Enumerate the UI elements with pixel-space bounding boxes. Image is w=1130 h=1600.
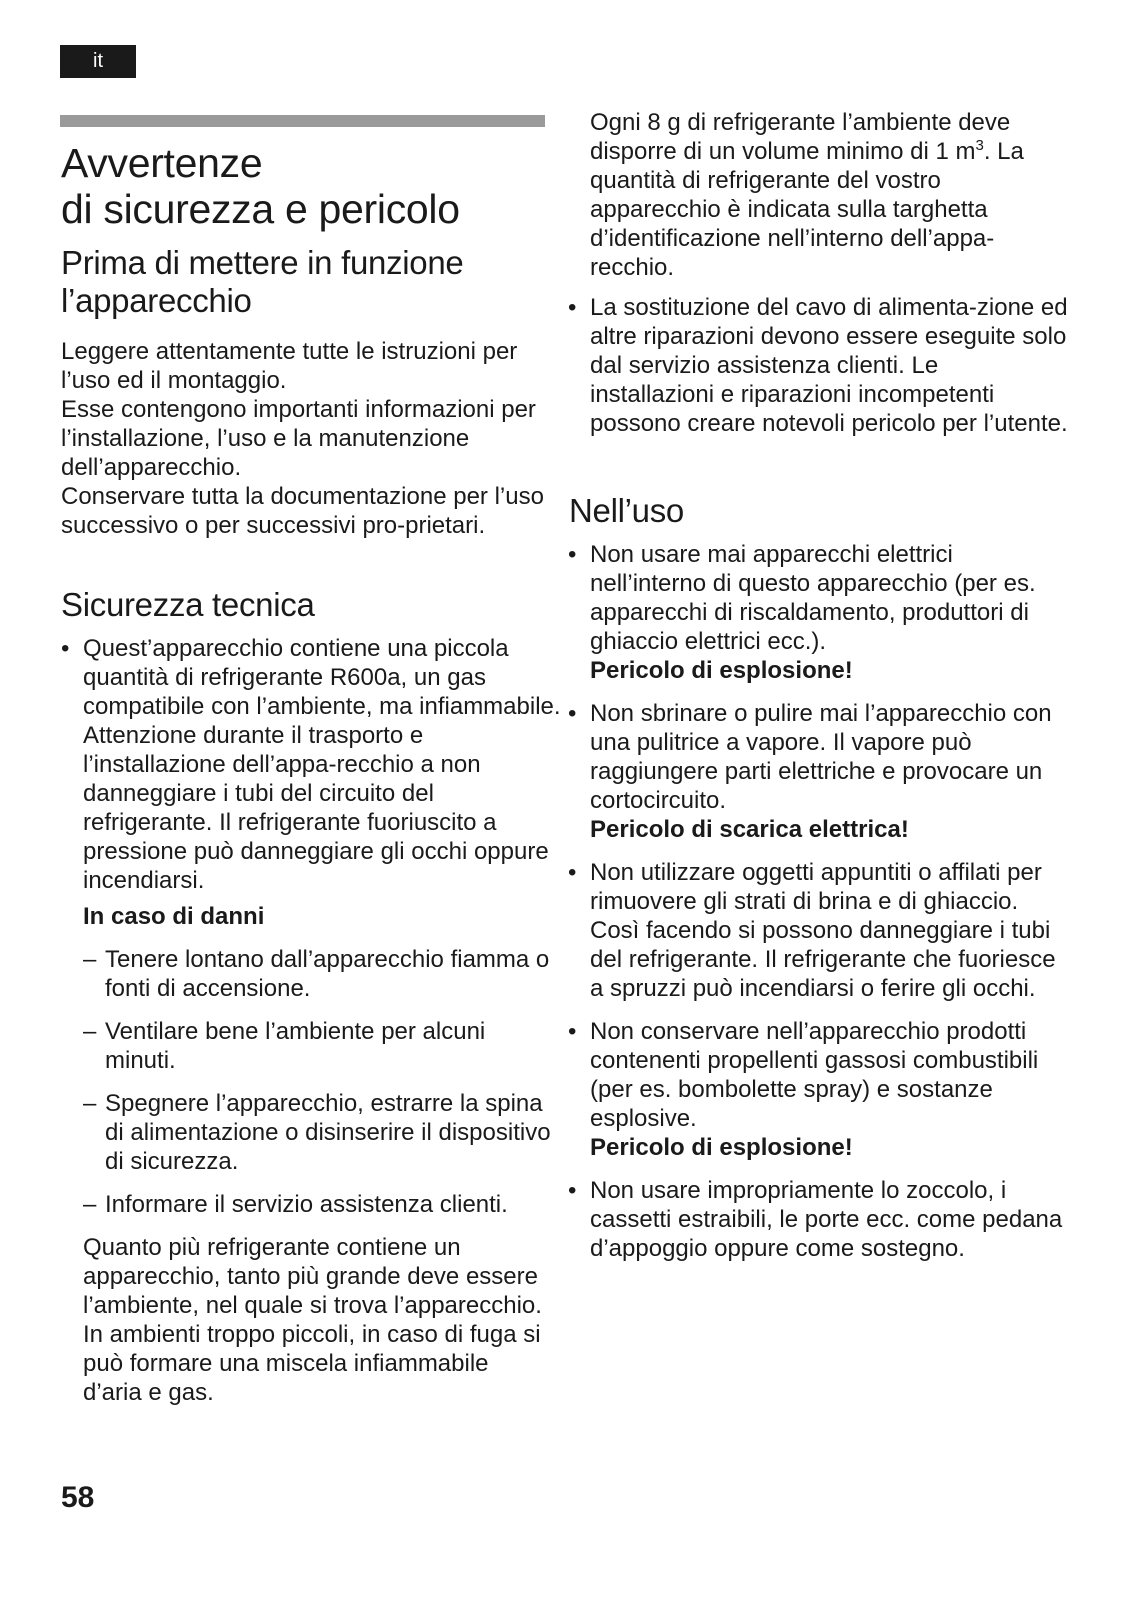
list-item — [83, 1190, 553, 1219]
intro-paragraph: Conservare tutta la documentazione per l’uso successivo o per successivi pro-prietari. — [61, 483, 544, 539]
dash-icon: – — [83, 1191, 97, 1218]
list-item-text: Tenere lontano dall’apparecchio fiamma o fonti di accensione. — [105, 946, 550, 1002]
title-rule — [60, 115, 545, 127]
list-item-text: La sostituzione del cavo di alimenta-zione ed altre riparazioni devono essere eseguite solo dal servizio assistenza clienti. Le installazioni e riparazioni incompetenti possono creare notevoli pericolo per l’utente. — [590, 294, 1068, 437]
section-title-in-use: Nell’uso — [569, 492, 684, 529]
bullet-icon: • — [568, 1018, 577, 1045]
dash-icon: – — [83, 1018, 97, 1045]
list-item-text: Ventilare bene l’ambiente per alcuni minuti. — [105, 1018, 486, 1074]
list-item — [83, 945, 553, 1003]
warning-text: Pericolo di esplosione! — [590, 657, 853, 684]
section-title-before-use-line-1: Prima di mettere in funzione — [61, 244, 464, 281]
list-item — [61, 634, 561, 895]
bullet-icon: • — [568, 541, 577, 568]
page-title-line-2: di sicurezza e pericolo — [61, 186, 460, 232]
damage-steps-list — [83, 945, 553, 1219]
list-item — [83, 1017, 553, 1075]
section-title-before-use — [61, 244, 551, 320]
list-item-text: Informare il servizio assistenza clienti. — [105, 1191, 508, 1218]
room-volume-text: Ogni 8 g di refrigerante l’ambiente deve disporre di un volume minimo di 1 m — [590, 109, 1011, 165]
list-item-text: Quest’apparecchio contiene una piccola quantità di refrigerante R600a, un gas compatibile con l’ambiente, ma infiammabile. Attenzione durante il trasporto e l’installazione dell’appa-recchio a non danneggiare i tubi del circuito del refrigerante. Il refrigerante fuoriuscito a pressione può danneggiare gli occhi oppure incendiarsi. — [83, 635, 561, 894]
list-item-text: Non usare impropriamente lo zoccolo, i cassetti estraibili, le porte ecc. come pedana d’appoggio oppure come sostegno. — [590, 1177, 1063, 1262]
bullet-icon: • — [61, 635, 70, 662]
intro-paragraph: Esse contengono importanti informazioni per l’installazione, l’uso e la manutenzione dell’apparecchio. — [61, 396, 536, 481]
bullet-icon: • — [568, 859, 577, 886]
warning-text: Pericolo di esplosione! — [590, 1134, 853, 1161]
list-item — [568, 1176, 1068, 1263]
room-volume-text-cont: . La quantità di refrigerante del vostro apparecchio è indicata sulla targhetta d’identificazione nell’interno dell’appa-recchio. — [590, 138, 1024, 281]
section-title-before-use-line-2: l’apparecchio — [61, 282, 252, 319]
list-item — [568, 699, 1068, 844]
page-number: 58 — [61, 1481, 95, 1514]
language-badge: it — [60, 45, 136, 78]
list-item — [568, 858, 1068, 1003]
list-item-text: Non usare mai apparecchi elettrici nell’interno di questo apparecchio (per es. apparecchi di riscaldamento, produttori di ghiaccio elettrici ecc.). — [590, 541, 1036, 655]
superscript: 3 — [975, 137, 984, 154]
list-item — [568, 540, 1068, 685]
dash-icon: – — [83, 946, 97, 973]
list-item-text: Spegnere l’apparecchio, estrarre la spina di alimentazione o disinserire il dispositivo di sicurezza. — [105, 1090, 551, 1175]
repair-list — [568, 293, 1068, 452]
in-use-list — [568, 540, 1068, 1277]
bullet-icon: • — [568, 700, 577, 727]
refrigerant-room-paragraph: Quanto più refrigerante contiene un apparecchio, tanto più grande deve essere l’ambiente, nel quale si trova l’apparecchio. In ambienti troppo piccoli, in caso di fuga si può formare una miscela infiammabile d’aria e gas. — [83, 1234, 542, 1406]
warning-text: Pericolo di scarica elettrica! — [590, 816, 909, 843]
list-item — [83, 1089, 553, 1176]
dash-icon: – — [83, 1090, 97, 1117]
technical-safety-list — [61, 634, 561, 909]
list-item-text: Non utilizzare oggetti appuntiti o affilati per rimuovere gli strati di brina e di ghiaccio. Così facendo si possono danneggiare i tubi del refrigerante. Il refrigerante che fuoriesce a spruzzi può incendiarsi o ferire gli occhi. — [590, 859, 1056, 1002]
damage-heading: In caso di danni — [83, 903, 265, 930]
bullet-icon: • — [568, 294, 577, 321]
intro-text — [61, 337, 551, 540]
damage-instructions — [83, 902, 553, 1407]
page-title — [61, 140, 551, 232]
list-item-text: Non conservare nell’apparecchio prodotti contenenti propellenti gassosi combustibili (per es. bombolette spray) e sostanze esplosive. — [590, 1018, 1039, 1132]
list-item — [568, 1017, 1068, 1162]
bullet-icon: • — [568, 1177, 577, 1204]
page-title-line-1: Avvertenze — [61, 140, 263, 186]
room-volume-paragraph — [590, 108, 1060, 282]
list-item-text: Non sbrinare o pulire mai l’apparecchio con una pulitrice a vapore. Il vapore può raggiungere parti elettriche e provocare un cortocircuito. — [590, 700, 1052, 814]
list-item — [568, 293, 1068, 438]
section-title-technical-safety: Sicurezza tecnica — [61, 586, 315, 623]
intro-paragraph: Leggere attentamente tutte le istruzioni per l’uso ed il montaggio. — [61, 338, 518, 394]
